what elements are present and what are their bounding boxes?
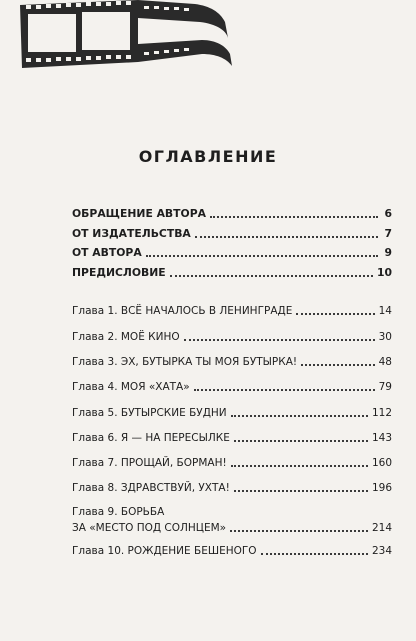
toc-entry-line2: [72, 521, 392, 535]
toc-entry-title: ОБРАЩЕНИЕ АВТОРА: [72, 207, 206, 220]
leader-dots: [231, 415, 368, 417]
toc-entry-title: Глава 8. ЗДРАВСТВУЙ, УХТА!: [72, 482, 230, 494]
toc-entry-title: Глава 6. Я — НА ПЕРЕСЫЛКЕ: [72, 432, 230, 444]
leader-dots: [210, 216, 378, 218]
toc-entry-title-line2: ЗА «МЕСТО ПОД СОЛНЦЕМ»: [72, 522, 227, 534]
toc-entry-page: 79: [378, 381, 392, 393]
toc-entry[interactable]: [72, 227, 392, 241]
toc-entry-page: 234: [371, 545, 392, 557]
toc-entry[interactable]: [72, 355, 392, 369]
toc-entry[interactable]: [72, 304, 392, 318]
toc-entry-page: 214: [371, 522, 392, 534]
leader-dots: [231, 465, 368, 467]
leader-dots: [296, 313, 374, 315]
toc-entry[interactable]: [72, 505, 392, 537]
toc-entry-page: 160: [371, 457, 392, 469]
leader-dots: [170, 275, 373, 277]
toc-entry[interactable]: [72, 544, 392, 558]
leader-dots: [194, 389, 375, 391]
toc-entry-title: Глава 5. БУТЫРСКИЕ БУДНИ: [72, 407, 227, 419]
leader-dots: [261, 553, 368, 555]
toc-entry-page: 10: [376, 266, 392, 279]
toc-entry[interactable]: [72, 406, 392, 420]
toc-heading: ОГЛАВЛЕНИЕ: [138, 147, 278, 166]
leader-dots: [234, 440, 368, 442]
toc-entry-page: 196: [371, 482, 392, 494]
toc-entry-title: Глава 2. МОЁ КИНО: [72, 331, 180, 343]
leader-dots: [230, 530, 368, 532]
toc-entry-title: Глава 1. ВСЁ НАЧАЛОСЬ В ЛЕНИНГРАДЕ: [72, 305, 293, 317]
toc-entry[interactable]: [72, 431, 392, 445]
toc-entry-page: 112: [371, 407, 392, 419]
toc-entry-page: 14: [378, 305, 392, 317]
toc-entry-page: 30: [378, 331, 392, 343]
toc-entry[interactable]: [72, 481, 392, 495]
toc-entry-title: ОТ АВТОРА: [72, 246, 142, 259]
leader-dots: [146, 255, 378, 257]
leader-dots: [234, 490, 368, 492]
toc-entry-page: 6: [384, 207, 392, 220]
toc-entry-page: 143: [371, 432, 392, 444]
toc-entry[interactable]: [72, 330, 392, 344]
toc-entry-page: 7: [384, 227, 392, 240]
toc-entry[interactable]: [72, 207, 392, 221]
toc-entry-title: Глава 10. РОЖДЕНИЕ БЕШЕНОГО: [72, 545, 257, 557]
toc-entry-title: Глава 3. ЭХ, БУТЫРКА ТЫ МОЯ БУТЫРКА!: [72, 356, 298, 368]
leader-dots: [195, 236, 378, 238]
toc-entry[interactable]: [72, 456, 392, 470]
toc-entry-title: Глава 4. МОЯ «ХАТА»: [72, 381, 190, 393]
toc-entry-title: ПРЕДИСЛОВИЕ: [72, 266, 166, 279]
toc-entry-title: Глава 7. ПРОЩАЙ, БОРМАН!: [72, 457, 227, 469]
toc-entry[interactable]: [72, 380, 392, 394]
toc-entry-page: 48: [378, 356, 392, 368]
toc-entry-title: ОТ ИЗДАТЕЛЬСТВА: [72, 227, 191, 240]
toc-entry-page: 9: [384, 246, 392, 259]
leader-dots: [301, 364, 375, 366]
toc-entry[interactable]: [72, 246, 392, 260]
toc-entry-title-line1: Глава 9. БОРЬБА: [72, 506, 165, 518]
toc-entry[interactable]: [72, 266, 392, 280]
film-strip-illustration: [20, 0, 235, 68]
leader-dots: [184, 339, 375, 341]
